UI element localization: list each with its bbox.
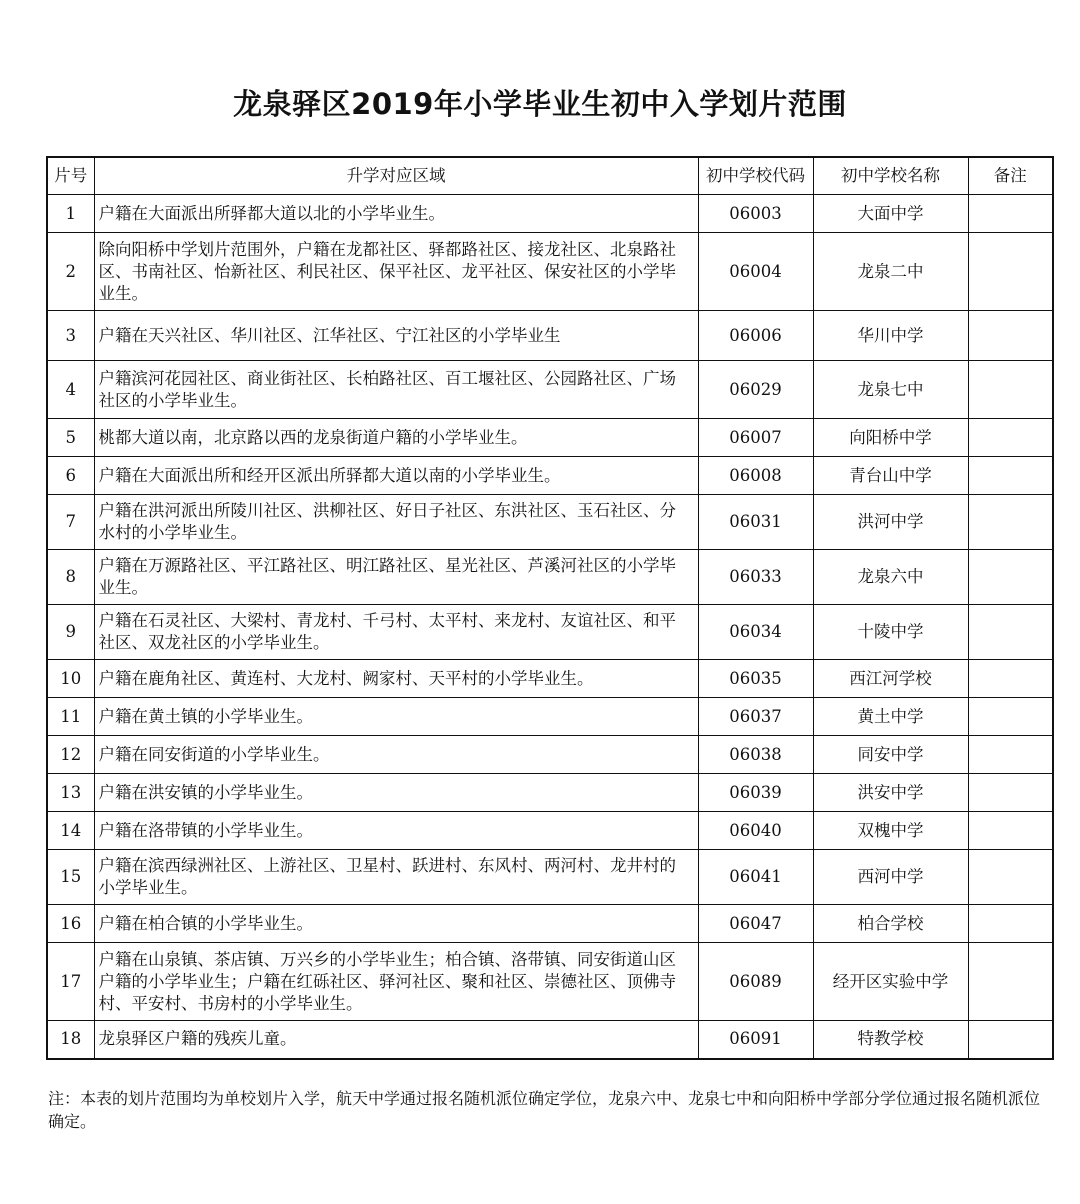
cell-code: 06006 bbox=[698, 311, 813, 361]
table-header-row bbox=[47, 157, 1053, 195]
table-body bbox=[47, 195, 1053, 1059]
cell-no: 6 bbox=[47, 457, 94, 495]
cell-area: 户籍在洪河派出所陵川社区、洪柳社区、好日子社区、东洪社区、玉石社区、分水村的小学毕业生。 bbox=[94, 495, 698, 550]
cell-school: 青台山中学 bbox=[813, 457, 968, 495]
cell-remark bbox=[968, 233, 1053, 311]
table-row bbox=[47, 850, 1053, 905]
cell-code: 06033 bbox=[698, 550, 813, 605]
cell-area: 户籍滨河花园社区、商业街社区、长柏路社区、百工堰社区、公园路社区、广场社区的小学毕业生。 bbox=[94, 361, 698, 419]
cell-school: 龙泉二中 bbox=[813, 233, 968, 311]
cell-area: 户籍在鹿角社区、黄连村、大龙村、阙家村、天平村的小学毕业生。 bbox=[94, 660, 698, 698]
cell-no: 18 bbox=[47, 1021, 94, 1059]
cell-code: 06040 bbox=[698, 812, 813, 850]
cell-area: 户籍在洛带镇的小学毕业生。 bbox=[94, 812, 698, 850]
table-row bbox=[47, 943, 1053, 1021]
cell-remark bbox=[968, 605, 1053, 660]
cell-area: 户籍在黄土镇的小学毕业生。 bbox=[94, 698, 698, 736]
cell-no: 10 bbox=[47, 660, 94, 698]
header-code: 初中学校代码 bbox=[698, 157, 813, 195]
cell-school: 柏合学校 bbox=[813, 905, 968, 943]
cell-no: 11 bbox=[47, 698, 94, 736]
cell-school: 洪河中学 bbox=[813, 495, 968, 550]
cell-school: 华川中学 bbox=[813, 311, 968, 361]
cell-no: 3 bbox=[47, 311, 94, 361]
cell-no: 7 bbox=[47, 495, 94, 550]
cell-remark bbox=[968, 660, 1053, 698]
cell-school: 洪安中学 bbox=[813, 774, 968, 812]
cell-code: 06031 bbox=[698, 495, 813, 550]
cell-area: 除向阳桥中学划片范围外，户籍在龙都社区、驿都路社区、接龙社区、北泉路社区、书南社区、怡新社区、利民社区、保平社区、龙平社区、保安社区的小学毕业生。 bbox=[94, 233, 698, 311]
cell-school: 龙泉六中 bbox=[813, 550, 968, 605]
table-row bbox=[47, 774, 1053, 812]
cell-remark bbox=[968, 361, 1053, 419]
cell-no: 9 bbox=[47, 605, 94, 660]
cell-remark bbox=[968, 736, 1053, 774]
page-title: 龙泉驿区2019年小学毕业生初中入学划片范围 bbox=[233, 87, 847, 121]
cell-remark bbox=[968, 943, 1053, 1021]
table-row bbox=[47, 419, 1053, 457]
cell-remark bbox=[968, 495, 1053, 550]
cell-school: 西江河学校 bbox=[813, 660, 968, 698]
footnote: 注：本表的划片范围均为单校划片入学，航天中学通过报名随机派位确定学位，龙泉六中、龙泉七中和向阳桥中学部分学位通过报名随机派位确定。 bbox=[48, 1089, 1041, 1131]
cell-area: 户籍在滨西绿洲社区、上游社区、卫星村、跃进村、东风村、两河村、龙井村的小学毕业生。 bbox=[94, 850, 698, 905]
cell-no: 13 bbox=[47, 774, 94, 812]
cell-code: 06003 bbox=[698, 195, 813, 233]
cell-no: 1 bbox=[47, 195, 94, 233]
cell-remark bbox=[968, 812, 1053, 850]
cell-no: 15 bbox=[47, 850, 94, 905]
table-row bbox=[47, 660, 1053, 698]
table-row bbox=[47, 605, 1053, 660]
cell-code: 06089 bbox=[698, 943, 813, 1021]
table-row bbox=[47, 698, 1053, 736]
cell-area: 桃都大道以南，北京路以西的龙泉街道户籍的小学毕业生。 bbox=[94, 419, 698, 457]
cell-area: 户籍在山泉镇、茶店镇、万兴乡的小学毕业生；柏合镇、洛带镇、同安街道山区户籍的小学毕业生；户籍在红砾社区、驿河社区、聚和社区、崇德社区、顶佛寺村、平安村、书房村的小学毕业生。 bbox=[94, 943, 698, 1021]
cell-remark bbox=[968, 698, 1053, 736]
table-row bbox=[47, 812, 1053, 850]
cell-code: 06029 bbox=[698, 361, 813, 419]
cell-code: 06037 bbox=[698, 698, 813, 736]
cell-no: 14 bbox=[47, 812, 94, 850]
cell-remark bbox=[968, 195, 1053, 233]
header-no: 片号 bbox=[47, 157, 94, 195]
header-school: 初中学校名称 bbox=[813, 157, 968, 195]
table-row bbox=[47, 495, 1053, 550]
cell-remark bbox=[968, 850, 1053, 905]
cell-area: 户籍在同安街道的小学毕业生。 bbox=[94, 736, 698, 774]
cell-remark bbox=[968, 1021, 1053, 1059]
header-remark: 备注 bbox=[968, 157, 1053, 195]
cell-code: 06091 bbox=[698, 1021, 813, 1059]
table-row bbox=[47, 457, 1053, 495]
cell-code: 06047 bbox=[698, 905, 813, 943]
table-row bbox=[47, 195, 1053, 233]
cell-school: 双槐中学 bbox=[813, 812, 968, 850]
cell-area: 户籍在万源路社区、平江路社区、明江路社区、星光社区、芦溪河社区的小学毕业生。 bbox=[94, 550, 698, 605]
cell-no: 8 bbox=[47, 550, 94, 605]
cell-school: 同安中学 bbox=[813, 736, 968, 774]
cell-code: 06034 bbox=[698, 605, 813, 660]
zoning-table bbox=[46, 156, 1054, 1060]
cell-area: 户籍在柏合镇的小学毕业生。 bbox=[94, 905, 698, 943]
cell-no: 2 bbox=[47, 233, 94, 311]
cell-remark bbox=[968, 774, 1053, 812]
cell-no: 12 bbox=[47, 736, 94, 774]
cell-remark bbox=[968, 550, 1053, 605]
table-row bbox=[47, 311, 1053, 361]
cell-code: 06008 bbox=[698, 457, 813, 495]
table-row bbox=[47, 550, 1053, 605]
cell-school: 龙泉七中 bbox=[813, 361, 968, 419]
table-row bbox=[47, 1021, 1053, 1059]
cell-remark bbox=[968, 457, 1053, 495]
cell-code: 06038 bbox=[698, 736, 813, 774]
cell-code: 06041 bbox=[698, 850, 813, 905]
cell-code: 06039 bbox=[698, 774, 813, 812]
cell-school: 黄土中学 bbox=[813, 698, 968, 736]
cell-code: 06035 bbox=[698, 660, 813, 698]
cell-school: 经开区实验中学 bbox=[813, 943, 968, 1021]
cell-area: 户籍在天兴社区、华川社区、江华社区、宁江社区的小学毕业生 bbox=[94, 311, 698, 361]
cell-remark bbox=[968, 419, 1053, 457]
table-row bbox=[47, 905, 1053, 943]
cell-code: 06007 bbox=[698, 419, 813, 457]
cell-school: 大面中学 bbox=[813, 195, 968, 233]
cell-area: 户籍在大面派出所和经开区派出所驿都大道以南的小学毕业生。 bbox=[94, 457, 698, 495]
cell-area: 户籍在洪安镇的小学毕业生。 bbox=[94, 774, 698, 812]
cell-no: 17 bbox=[47, 943, 94, 1021]
cell-area: 户籍在大面派出所驿都大道以北的小学毕业生。 bbox=[94, 195, 698, 233]
cell-code: 06004 bbox=[698, 233, 813, 311]
cell-school: 西河中学 bbox=[813, 850, 968, 905]
cell-area: 户籍在石灵社区、大梁村、青龙村、千弓村、太平村、来龙村、友谊社区、和平社区、双龙社区的小学毕业生。 bbox=[94, 605, 698, 660]
table-row bbox=[47, 736, 1053, 774]
cell-school: 向阳桥中学 bbox=[813, 419, 968, 457]
table-row bbox=[47, 361, 1053, 419]
cell-area: 龙泉驿区户籍的残疾儿童。 bbox=[94, 1021, 698, 1059]
cell-remark bbox=[968, 311, 1053, 361]
cell-school: 十陵中学 bbox=[813, 605, 968, 660]
cell-no: 16 bbox=[47, 905, 94, 943]
cell-remark bbox=[968, 905, 1053, 943]
cell-no: 5 bbox=[47, 419, 94, 457]
header-area: 升学对应区域 bbox=[94, 157, 698, 195]
table-row bbox=[47, 233, 1053, 311]
cell-no: 4 bbox=[47, 361, 94, 419]
cell-school: 特教学校 bbox=[813, 1021, 968, 1059]
